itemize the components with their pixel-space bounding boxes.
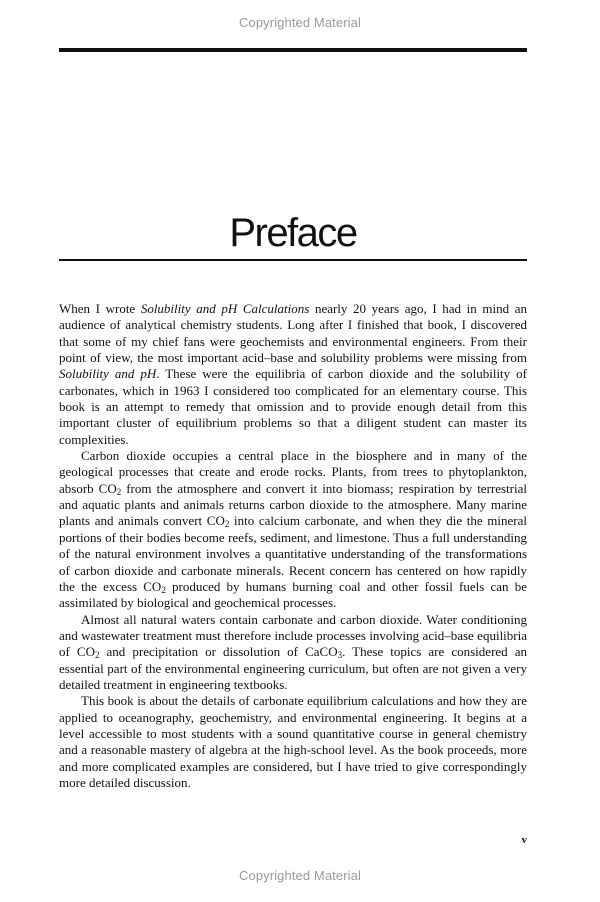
chemical-subscript: 3	[337, 650, 343, 661]
text-run: into calcium carbonate, and when they die the mineral portions of their bodies become reefs, sediment, and limestone. Thus a full understanding of the natural environment involves a quantitative understanding of the transformations of carbon dioxide and carbonate minerals. Recent concern has centered on how rapidly the the excess CO	[59, 513, 527, 594]
copyright-watermark-bottom: Copyrighted Material	[239, 868, 361, 883]
paragraph-1	[59, 301, 527, 448]
text-run: Almost all natural waters contain carbonate and carbon dioxide. Water conditioning and wastewater treatment must therefore include processes involving acid–base equilibria of CO	[59, 611, 527, 660]
chapter-title: Preface	[229, 211, 357, 255]
text-run: When I wrote	[59, 301, 141, 316]
chemical-subscript: 2	[116, 486, 122, 497]
chemical-subscript: 2	[224, 519, 230, 530]
text-run: nearly 20 years ago, I had in mind an audience of analytical chemistry students. Long after I finished that book, I discovered that some of my chief fans were geochemists and environmental engineers. From their point of view, the most important acid–base and solubility problems were missing from	[59, 301, 527, 366]
book-title-italic: Solubility and pH Calculations	[140, 301, 310, 316]
chemical-subscript: 2	[161, 584, 166, 595]
paragraph-2	[59, 448, 527, 611]
paragraph-3	[59, 612, 527, 694]
copyright-watermark-top: Copyrighted Material	[239, 15, 361, 30]
page-number: v	[521, 834, 527, 846]
text-run: . These were the equilibria of carbon dioxide and the solubility of carbonates, which in 1963 I considered too complicated for an elementary course. This book is an attempt to remedy that omission and to provide enough detail from this important cluster of equilibrium problems so that a diligent student can master its complexities.	[59, 366, 527, 447]
title-rule	[59, 259, 527, 261]
text-run: produced by humans burning coal and other fossil fuels can be assimilated by biological and geochemical processes.	[59, 578, 527, 611]
text-run: Carbon dioxide occupies a central place in the biosphere and in many of the geological processes that create and erode rocks. Plants, from trees to phytoplankton, absorb CO	[59, 448, 527, 496]
text-run: This book is about the details of carbonate equilibrium calculations and how they are applied to oceanography, geochemistry, and environmental engineering. It begins at a level accessible to most students with a sound quantitative course in general chemistry and a reasonable mastery of algebra at the high-school level. As the book proceeds, more and more complicated examples are considered, but I have tried to give correspondingly more detailed discussion.	[59, 693, 527, 790]
book-title-italic: Solubility and pH	[59, 366, 157, 382]
chemical-subscript: 2	[94, 650, 100, 661]
text-run: from the atmosphere and convert it into biomass; respiration by terrestrial and aquatic plants and animals returns carbon dioxide to the atmosphere. Many marine plants and animals convert CO	[59, 480, 527, 529]
text-run: . These topics are considered an essential part of the environmental engineering curriculum, but often are not given a very detailed treatment in engineering textbooks.	[59, 644, 528, 692]
header-rule	[59, 48, 527, 52]
paragraph-4	[59, 693, 527, 791]
text-run: and precipitation or dissolution of CaCO	[99, 644, 338, 660]
preface-body	[59, 301, 527, 791]
